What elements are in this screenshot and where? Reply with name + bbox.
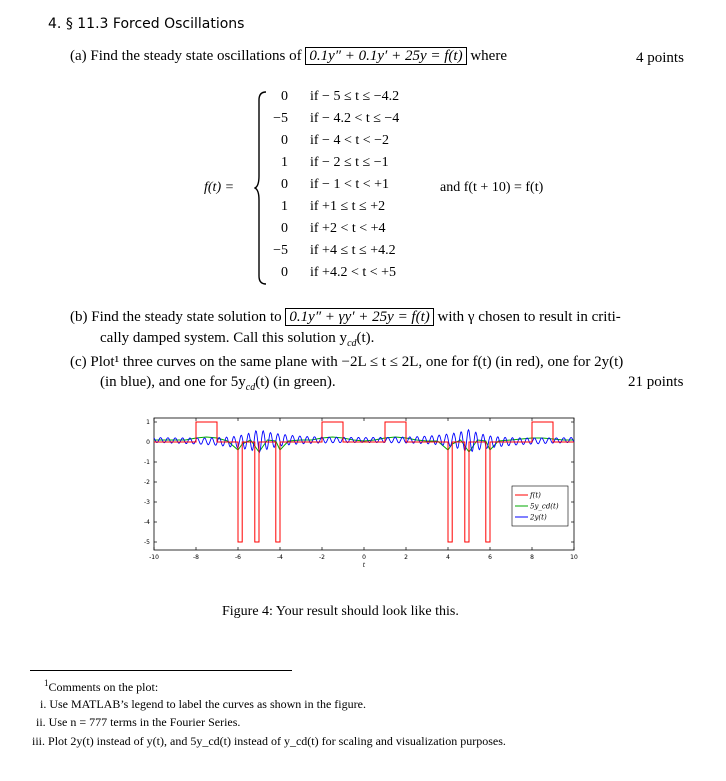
piecewise-lhs: f(t) =	[204, 180, 235, 195]
part-a-label: (a)	[70, 48, 87, 64]
part-c-line2	[100, 374, 336, 393]
piecewise-row	[262, 199, 442, 221]
x-tick-label: -10	[149, 554, 159, 561]
piecewise-condition: if − 4 < t < −2	[310, 133, 390, 148]
part-c-line2-text: (in blue), and one for 5y	[100, 374, 246, 390]
legend-label: 5y_cd(t)	[530, 502, 559, 511]
periodic-condition: and f(t + 10) = f(t)	[440, 180, 544, 195]
piecewise-value: 1	[281, 199, 288, 214]
part-b-label: (b)	[70, 309, 88, 325]
piecewise-row	[262, 89, 442, 111]
piecewise-cases	[262, 89, 462, 289]
footnote-item-number: ii.	[36, 715, 49, 729]
y-tick-label: -5	[144, 539, 150, 546]
x-tick-label: 4	[446, 554, 450, 561]
piecewise-value: 0	[281, 265, 288, 280]
footnote-rule	[30, 670, 292, 671]
part-b-text1: Find the steady state solution to	[91, 309, 282, 325]
piecewise-value: 1	[281, 155, 288, 170]
part-c-sub: cd	[245, 382, 256, 393]
part-b-text2: with γ chosen to result in criti-	[437, 309, 621, 325]
footnote-item	[32, 734, 506, 749]
piecewise-row	[262, 155, 442, 177]
footnote-item-text: Plot 2y(t) instead of y(t), and 5y_cd(t) instead of y_cd(t) for scaling and visualization purposes.	[48, 734, 506, 748]
x-tick-label: 10	[570, 554, 578, 561]
piecewise-condition: if − 4.2 < t ≤ −4	[310, 111, 400, 126]
part-a-points: 4 points	[636, 50, 684, 66]
part-a-after: where	[470, 48, 507, 64]
figure-4-chart	[140, 410, 600, 570]
y-tick-label: -3	[144, 499, 150, 506]
footnote-item-number: i.	[40, 697, 50, 711]
part-a-equation: 0.1y″ + 0.1y′ + 25y = f(t)	[305, 47, 466, 65]
piecewise-value: −5	[273, 243, 288, 258]
piecewise-row	[262, 265, 442, 287]
problem-number: 4.	[48, 16, 62, 32]
part-b-equation: 0.1y″ + γy′ + 25y = f(t)	[285, 308, 433, 326]
footnote-item-text: Use MATLAB’s legend to label the curves as shown in the figure.	[49, 697, 366, 711]
x-tick-label: 2	[404, 554, 408, 561]
x-tick-label: -6	[235, 554, 241, 561]
part-b-line2-end: (t).	[356, 330, 375, 346]
piecewise-condition: if − 5 ≤ t ≤ −4.2	[310, 89, 400, 104]
piecewise-row	[262, 221, 442, 243]
legend-label: f(t)	[530, 491, 541, 500]
piecewise-condition: if +1 ≤ t ≤ +2	[310, 199, 386, 214]
piecewise-value: −5	[273, 111, 288, 126]
piecewise-row	[262, 177, 442, 199]
part-c	[70, 354, 623, 371]
x-tick-label: -4	[277, 554, 283, 561]
x-tick-label: 0	[362, 554, 366, 561]
piecewise-condition: if +2 < t < +4	[310, 221, 386, 236]
x-tick-label: 6	[488, 554, 492, 561]
part-c-label: (c)	[70, 354, 87, 370]
x-tick-label: 8	[530, 554, 534, 561]
y-tick-label: -2	[144, 479, 150, 486]
figure-caption: Figure 4: Your result should look like this.	[222, 604, 459, 619]
footnote-item-text: Use n = 777 terms in the Fourier Series.	[48, 715, 241, 729]
footnote-title	[44, 678, 158, 695]
x-tick-label: -2	[319, 554, 325, 561]
footnote-item	[36, 715, 240, 730]
x-axis-label: t	[362, 562, 366, 569]
part-c-line1: Plot¹ three curves on the same plane with −2L ≤ t ≤ 2L, one for f(t) (in red), one for 2y(t)	[90, 354, 624, 370]
part-b	[70, 309, 621, 326]
footnote-mark: 1	[44, 678, 49, 688]
part-b-line2	[100, 330, 374, 349]
footnote-item-number: iii.	[32, 734, 49, 748]
part-c-points: 21 points	[628, 374, 684, 390]
piecewise-condition: if − 1 < t < +1	[310, 177, 390, 192]
piecewise-condition: if +4.2 < t < +5	[310, 265, 397, 280]
footnote-title-text: Comments on the plot:	[48, 680, 159, 694]
piecewise-condition: if +4 ≤ t ≤ +4.2	[310, 243, 396, 258]
y-tick-label: 1	[146, 419, 150, 426]
part-c-line2-end: (t) (in green).	[255, 374, 336, 390]
piecewise-value: 0	[281, 133, 288, 148]
part-a	[70, 48, 507, 65]
legend-label: 2y(t)	[530, 513, 547, 522]
part-b-line2-text: cally damped system. Call this solution y	[100, 330, 348, 346]
footnote-item	[40, 697, 366, 712]
x-tick-label: -8	[193, 554, 199, 561]
piecewise-value: 0	[281, 177, 288, 192]
section-title: § 11.3 Forced Oscillations	[65, 16, 245, 32]
y-tick-label: 0	[146, 439, 150, 446]
problem-header	[48, 16, 244, 32]
piecewise-value: 0	[281, 221, 288, 236]
piecewise-row	[262, 133, 442, 155]
part-b-sub: cd	[347, 338, 357, 349]
piecewise-row	[262, 243, 442, 265]
piecewise-condition: if − 2 ≤ t ≤ −1	[310, 155, 389, 170]
y-tick-label: -4	[144, 519, 150, 526]
part-a-text: Find the steady state oscillations of	[90, 48, 302, 64]
piecewise-row	[262, 111, 442, 133]
piecewise-value: 0	[281, 89, 288, 104]
y-tick-label: -1	[144, 459, 150, 466]
